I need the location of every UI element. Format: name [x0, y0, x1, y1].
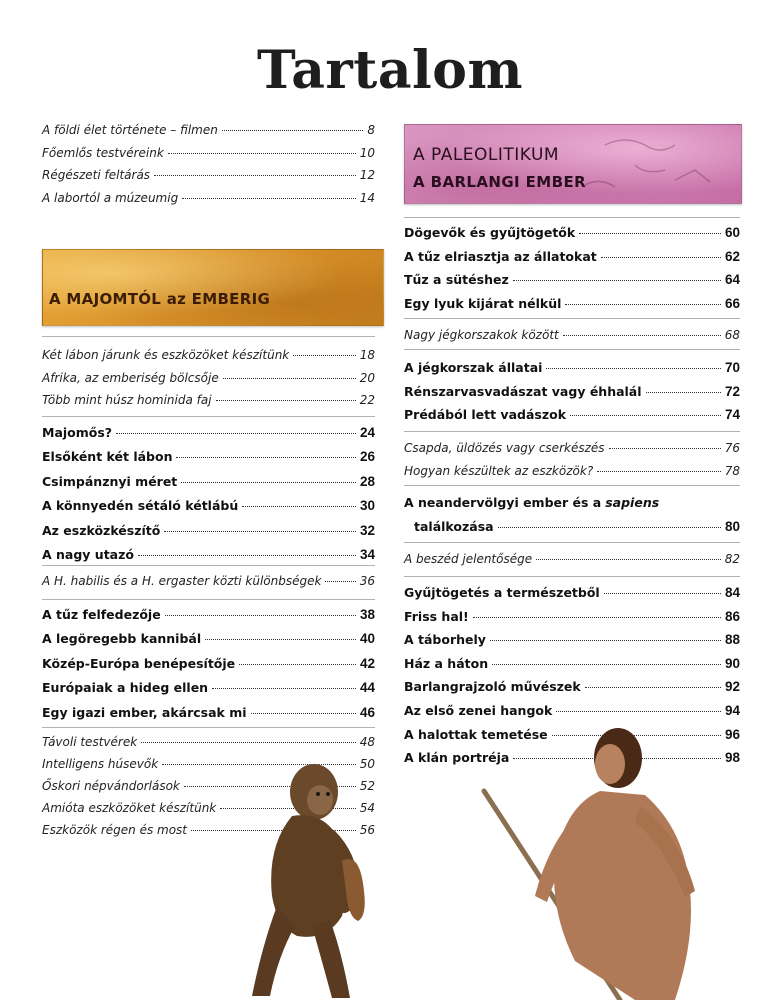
dot-leader: [565, 304, 721, 305]
toc-entry-title: Őskori népvándorlások: [42, 779, 180, 794]
toc-entry-title: Dögevők és gyűjtögetők: [404, 225, 576, 240]
hominid-with-club-illustration: [232, 756, 382, 1000]
toc-page-number: 62: [724, 248, 740, 264]
toc-page-number: 66: [724, 296, 740, 312]
toc-page-number: 38: [359, 607, 375, 622]
toc-page-number: 30: [359, 498, 375, 514]
section-divider: [404, 576, 740, 577]
toc-entry[interactable]: [42, 393, 375, 407]
dot-leader: [585, 687, 721, 688]
toc-entry[interactable]: [42, 631, 375, 646]
toc-entry[interactable]: [42, 425, 375, 440]
toc-entry[interactable]: [42, 680, 375, 695]
toc-page-number: 84: [724, 585, 740, 600]
toc-entry[interactable]: [42, 656, 375, 671]
toc-page-number: 88: [724, 632, 740, 648]
toc-entry-title: Friss hal!: [404, 608, 469, 624]
dot-leader: [182, 198, 356, 199]
toc-page-number: 14: [359, 190, 375, 205]
toc-entry-title: Több mint húsz hominida faj: [42, 393, 212, 407]
toc-entry-title: A földi élet története – filmen: [42, 123, 218, 137]
toc-page-number: 78: [724, 463, 740, 478]
toc-entry[interactable]: [404, 360, 740, 375]
dot-leader: [570, 415, 721, 416]
dot-leader: [116, 433, 356, 434]
dot-leader: [556, 711, 721, 712]
dot-leader: [239, 664, 356, 665]
toc-page-number: 86: [724, 608, 740, 624]
toc-entry[interactable]: [42, 123, 375, 137]
toc-page-number: 40: [359, 631, 375, 647]
toc-entry[interactable]: [42, 547, 375, 562]
toc-entry-title: A beszéd jelentősége: [404, 552, 533, 566]
section-divider: [404, 542, 740, 543]
toc-page-number: 22: [359, 393, 375, 407]
toc-page-number: 56: [359, 823, 375, 838]
toc-page-number: 96: [724, 726, 740, 742]
toc-entry-title: Prédából lett vadászok: [404, 407, 567, 423]
section-divider: [404, 485, 740, 486]
toc-entry[interactable]: [404, 441, 740, 455]
section-divider: [404, 318, 740, 319]
toc-entry-title: Majomős?: [42, 425, 113, 440]
toc-entry-title: A tűz elriasztja az állatokat: [404, 248, 597, 264]
dot-leader: [223, 378, 356, 379]
toc-entry-title: Amióta eszközöket készítünk: [42, 801, 217, 816]
toc-entry[interactable]: [42, 168, 375, 182]
toc-page-number: 20: [359, 370, 375, 385]
toc-entry-title: Elsőként két lábon: [42, 449, 173, 465]
section-divider: [42, 599, 375, 600]
toc-entry[interactable]: [42, 348, 375, 362]
dot-leader: [604, 593, 721, 594]
dot-leader: [473, 617, 721, 618]
dot-leader: [212, 688, 356, 689]
toc-entry-title: Az eszközkészítő: [42, 522, 161, 538]
page-title: Tartalom: [257, 40, 523, 101]
dot-leader: [498, 527, 721, 528]
toc-entry[interactable]: [42, 498, 375, 513]
toc-entry[interactable]: [42, 523, 375, 538]
dot-leader: [546, 368, 721, 369]
toc-entry-title: A H. habilis és a H. ergaster közti különbségek: [42, 574, 322, 588]
toc-entry-title: Eszközök régen és most: [42, 823, 188, 838]
dot-leader: [325, 581, 355, 582]
dot-leader: [168, 153, 356, 154]
toc-page-number: 94: [724, 703, 740, 718]
section-divider: [404, 349, 740, 350]
toc-entry-multiline[interactable]: [404, 495, 740, 510]
toc-entry-title: Ház a háton: [404, 655, 489, 671]
toc-page-number: 48: [359, 735, 375, 749]
toc-entry[interactable]: [404, 225, 740, 240]
toc-page-number: 52: [359, 779, 375, 794]
toc-page-number: 54: [359, 801, 375, 816]
toc-entry-title: Egy lyuk kijárat nélkül: [404, 296, 562, 312]
toc-entry[interactable]: [404, 272, 740, 287]
toc-entry-title: A táborhely: [404, 632, 486, 648]
dot-leader: [205, 639, 356, 640]
toc-entry-title: Régészeti feltárás: [42, 168, 151, 183]
toc-page-number: 64: [724, 272, 740, 288]
dot-leader: [492, 664, 721, 665]
toc-entry[interactable]: [404, 552, 740, 566]
toc-entry-title: A legöregebb kannibál: [42, 631, 202, 647]
dot-leader: [490, 640, 721, 641]
toc-page-number: 82: [724, 552, 740, 566]
toc-entry-continuation[interactable]: [414, 519, 740, 534]
toc-page-number: 44: [359, 680, 375, 696]
toc-entry[interactable]: [42, 371, 375, 385]
dot-leader: [154, 175, 356, 176]
toc-page-number: 90: [724, 655, 740, 671]
toc-entry-title: Két lábon járunk és eszközöket készítünk: [42, 348, 290, 362]
section-divider: [404, 217, 740, 218]
toc-entry-title: Nagy jégkorszakok között: [404, 328, 559, 342]
toc-entry[interactable]: [42, 146, 375, 160]
toc-entry[interactable]: [42, 574, 375, 588]
toc-entry-title: A halottak temetése: [404, 726, 548, 742]
dot-leader: [579, 233, 721, 234]
toc-page-number: 60: [724, 225, 740, 240]
toc-page-number: 34: [359, 547, 375, 562]
toc-entry[interactable]: [404, 656, 740, 671]
toc-entry[interactable]: [404, 632, 740, 647]
section-banner-majomtol: [42, 249, 384, 326]
toc-page-number: 92: [724, 679, 740, 695]
toc-entry-title: Csapda, üldözés vagy cserkészés: [404, 441, 605, 455]
toc-page-number: 68: [724, 328, 740, 342]
section-banner-paleolitikum: [404, 124, 742, 204]
dot-leader: [138, 555, 356, 556]
toc-entry[interactable]: [404, 585, 740, 600]
toc-entry-title: A jégkorszak állatai: [404, 360, 543, 375]
section-divider: [42, 416, 375, 417]
dot-leader: [513, 280, 721, 281]
toc-entry-title: Rénszarvasvadászat vagy éhhalál: [404, 383, 642, 399]
section-divider: [42, 727, 375, 728]
dot-leader: [609, 448, 721, 449]
toc-page-number: 24: [359, 425, 375, 440]
toc-page-number: 10: [359, 145, 375, 160]
dot-leader: [165, 615, 356, 616]
toc-entry-title: A neandervölgyi ember és a: [404, 495, 602, 510]
dot-leader: [222, 130, 364, 131]
toc-entry[interactable]: [42, 607, 375, 622]
toc-entry[interactable]: [42, 449, 375, 464]
toc-entry[interactable]: [42, 474, 375, 489]
toc-page-number: 72: [724, 383, 740, 399]
toc-page-number: 76: [724, 441, 740, 455]
toc-entry-title: Az első zenei hangok: [404, 703, 553, 718]
toc-page-number: 8: [367, 123, 375, 137]
dot-leader: [646, 392, 721, 393]
toc-page-number: 50: [359, 757, 375, 772]
section-divider: [42, 336, 375, 337]
dot-leader: [597, 471, 721, 472]
dot-leader: [164, 531, 356, 532]
toc-entry[interactable]: [404, 609, 740, 624]
toc-entry[interactable]: [404, 249, 740, 264]
toc-entry-title: Európaiak a hideg ellen: [42, 680, 209, 696]
section-banner-title: A MAJOMTÓL az EMBERIG: [49, 290, 271, 308]
toc-entry[interactable]: [42, 705, 375, 720]
dot-leader: [176, 457, 356, 458]
toc-page-number: 42: [359, 655, 375, 671]
toc-entry-title: A labortól a múzeumig: [42, 190, 179, 205]
toc-entry-title: találkozása: [414, 519, 494, 534]
dot-leader: [563, 335, 721, 336]
section-divider: [404, 431, 740, 432]
toc-page-number: 46: [359, 704, 375, 720]
section-banner-line1: A PALEOLITIKUM: [413, 145, 560, 165]
toc-entry[interactable]: [404, 296, 740, 311]
toc-page-number: 74: [724, 407, 740, 423]
dot-leader: [141, 742, 356, 743]
toc-entry-title: A nagy utazó: [42, 547, 134, 562]
toc-entry-title: Tűz a sütéshez: [404, 272, 509, 288]
section-banner-line2: A BARLANGI EMBER: [413, 173, 587, 191]
toc-entry[interactable]: [42, 735, 375, 749]
toc-entry[interactable]: [404, 464, 740, 478]
toc-entry-title: Főemlős testvéreink: [42, 145, 164, 160]
toc-entry[interactable]: [404, 328, 740, 342]
toc-entry-title: A tűz felfedezője: [42, 607, 161, 622]
toc-entry-title: Csimpánznyi méret: [42, 473, 178, 489]
toc-page-number: 70: [724, 360, 740, 375]
toc-entry-title-italic: sapiens: [605, 495, 660, 510]
toc-entry-title: A könnyedén sétáló kétlábú: [42, 498, 239, 514]
toc-entry-title: Afrika, az emberiség bölcsője: [42, 370, 219, 385]
toc-page-number: 18: [359, 348, 375, 362]
dot-leader: [536, 559, 721, 560]
toc-entry[interactable]: [404, 384, 740, 399]
dot-leader: [181, 482, 356, 483]
toc-entry-title: Távoli testvérek: [42, 735, 138, 749]
toc-page-number: 80: [724, 519, 740, 534]
toc-entry[interactable]: [404, 679, 740, 694]
toc-entry[interactable]: [404, 407, 740, 422]
toc-entry-title: Intelligens húsevők: [42, 757, 159, 772]
toc-entry-title: Közép-Európa benépesítője: [42, 655, 236, 671]
toc-page-number: 12: [359, 168, 375, 183]
toc-page-number: 36: [359, 574, 375, 588]
toc-page-number: 98: [724, 750, 740, 766]
toc-entry-title: Gyűjtögetés a természetből: [404, 585, 600, 600]
section-divider: [42, 565, 375, 566]
toc-entry-title: Hogyan készültek az eszközök?: [404, 463, 594, 478]
toc-page-number: 26: [359, 449, 375, 465]
dot-leader: [293, 355, 355, 356]
early-human-with-spear-illustration: [470, 716, 740, 1000]
toc-entry[interactable]: [42, 191, 375, 205]
toc-page-number: 28: [359, 473, 375, 489]
dot-leader: [601, 257, 721, 258]
toc-entry-title: A klán portréja: [404, 750, 510, 766]
dot-leader: [242, 506, 356, 507]
dot-leader: [251, 713, 356, 714]
toc-entry-title: Barlangrajzoló művészek: [404, 679, 581, 695]
dot-leader: [216, 400, 356, 401]
toc-entry-title: Egy igazi ember, akárcsak mi: [42, 704, 247, 720]
toc-page-number: 32: [359, 522, 375, 538]
